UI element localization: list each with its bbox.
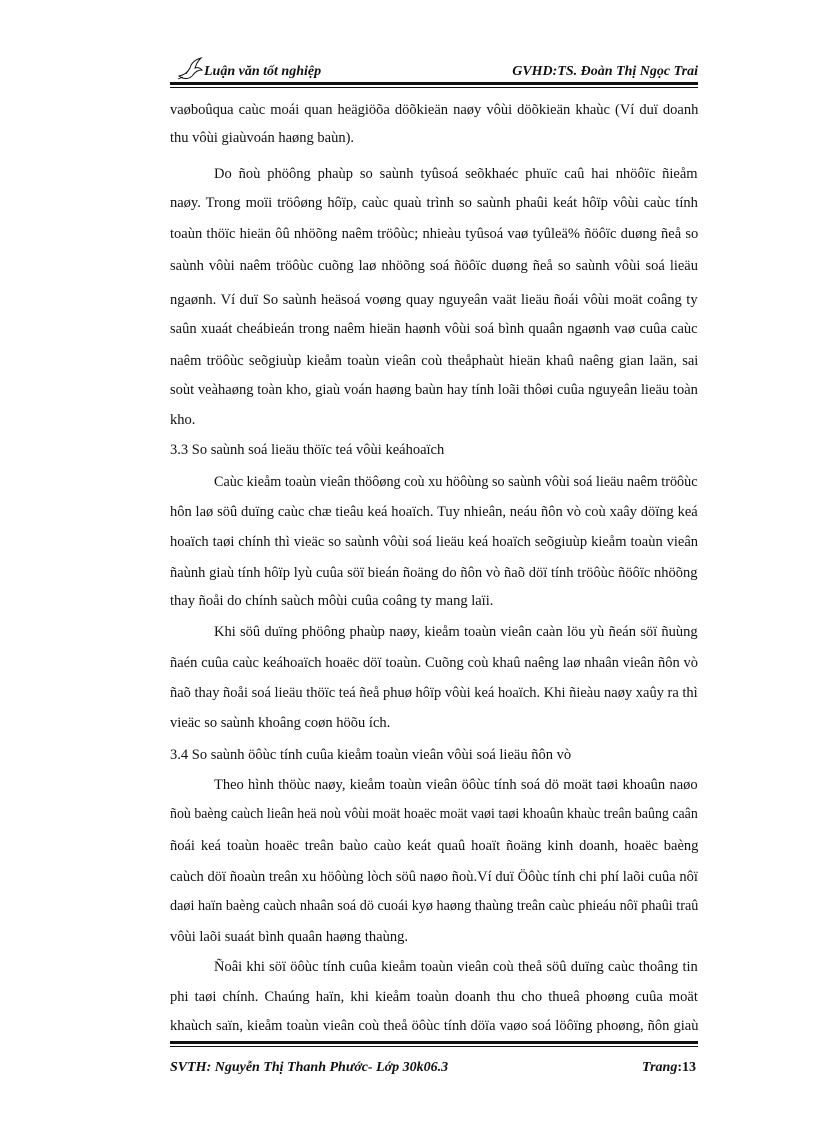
page-separator: :: [677, 1060, 682, 1075]
body-line: toaùn thöïc hieän ôû nhöõng naêm tröôùc; nhieàu tyûsoá vaø tyûleä% ñöôïc duøng ñeå so: [170, 226, 699, 242]
body-line: ñaùnh giaù tính hôïp lyù cuûa söï bieán ñoäng do ñôn vò ñaõ döï tính tröôùc ñöôïc nhöõng: [170, 565, 698, 581]
body-line: saùnh vôùi naêm tröôùc cuõng laø nhöõng soá ñöôïc duøng ñeå so saùnh vôùi soá lieäu: [170, 258, 698, 274]
body-line: ñoù baèng caùch lieân heä noù vôùi moät hoaëc moät vaøi taøi khoaûn khaùc treân baûng caân: [170, 806, 698, 822]
dove-logo-icon: [176, 56, 204, 82]
body-line: 3.3 So saùnh soá lieäu thöïc teá vôùi keáhoaïch: [170, 442, 445, 458]
body-line: caùch döï ñoaùn treân xu höôùng lòch söû naøo ñoù.Ví duï Öôùc tính chi phí laõi cuûa nôï: [170, 869, 698, 885]
body-line: hôn laø söû duïng caùc chæ tieâu keá hoaïch. Tuy nhieân, neáu ñôn vò coù xaây döïng keá: [170, 504, 698, 520]
body-line: daøi haïn baèng caùch nhaân soá dö cuoái kyø haøng thaùng treân caùc phieáu nôï phaûi traû: [170, 898, 699, 914]
body-line: thu vôùi giaùvoán haøng baùn).: [170, 130, 355, 146]
body-line: kho.: [170, 412, 196, 428]
header-advisor: GVHD:TS. Đoàn Thị Ngọc Trai: [512, 64, 698, 79]
header-rule-thick: [170, 82, 698, 85]
body-line: soùt veàhaøng toàn kho, giaù voán haøng baùn hay tính loãi thôøi cuûa nguyeân lieäu toàn: [170, 382, 698, 398]
body-line: Caùc kieåm toaùn vieân thöôøng coù xu höôùng so saùnh vôùi soá lieäu naêm tröôùc: [214, 474, 698, 490]
header-rule-thin: [170, 87, 698, 88]
body-line: 3.4 So saùnh öôùc tính cuûa kieåm toaùn vieân vôùi soá lieäu ñôn vò: [170, 747, 572, 763]
body-line: ñoái keá toaùn hoaëc treân baùo caùo keát quaû hoaït ñoäng kinh doanh, hoaëc baèng: [170, 838, 699, 854]
body-line: Do ñoù phöông phaùp so saùnh tyûsoá seõkhaéc phuïc caû hai nhöôïc ñieåm: [214, 166, 698, 182]
body-line: vieäc so saùnh khoâng coøn höõu ích.: [170, 715, 391, 731]
body-line: Khi söû duïng phöông phaùp naøy, kieåm toaùn vieân caàn löu yù ñeán söï ñuùng: [214, 624, 698, 640]
footer-page: [642, 1060, 696, 1076]
body-line: naøy. Trong moïi tröôøng hôïp, caùc quaù trình so saùnh phaûi keát hôïp vôùi caùc tính: [170, 195, 698, 211]
body-line: ñaõ thay ñoåi soá lieäu thöïc teá ñeå phuø hôïp vôùi keá hoaïch. Khi ñieàu naøy xaûy ra thì: [170, 685, 698, 701]
body-line: vaøboûqua caùc moái quan heägiöõa döõkieän naøy vôùi döõkieän khaùc (Ví duï doanh: [170, 102, 699, 118]
page-label: Trang: [642, 1060, 678, 1075]
body-line: ngaønh. Ví duï So saùnh heäsoá voøng quay nguyeân vaät lieäu ñoái vôùi moät coâng ty: [170, 292, 698, 308]
body-line: khaùch saïn, kieåm toaùn vieân coù theå öôùc tính döïa vaøo soá löôïng phoøng, ñôn giaù: [170, 1018, 699, 1034]
body-line: thay ñoåi do chính saùch môùi cuûa coâng ty mang laïi.: [170, 593, 494, 609]
body-line: phi taøi chính. Chaúng haïn, khi kieåm toaùn doanh thu cho thueâ phoøng cuûa moät: [170, 989, 698, 1005]
footer-author: SVTH: Nguyễn Thị Thanh Phước- Lớp 30k06.3: [170, 1060, 449, 1075]
body-line: Theo hình thöùc naøy, kieåm toaùn vieân öôùc tính soá dö moät taøi khoaûn naøo: [214, 777, 698, 793]
body-line: naêm tröôùc seõgiuùp kieåm toaùn vieân coù theåphaùt hieän khaû naêng gian laän, sai: [170, 353, 699, 369]
footer-rule-thin: [170, 1046, 698, 1047]
page-number: 13: [682, 1060, 696, 1075]
footer-rule-thick: [170, 1041, 698, 1044]
body-line: vôùi laõi suaát bình quaân haøng thaùng.: [170, 929, 408, 945]
body-line: hoaïch taøi chính thì vieäc so saùnh vôùi soá lieäu keá hoaïch seõgiuùp kieåm toaùn vieân: [170, 534, 699, 550]
header-title: Luận văn tốt nghiệp: [204, 64, 322, 79]
body-line: saûn xuaát cheábieán trong naêm hieän haønh vôùi soá bình quaân ngaønh vaø cuûa caùc: [170, 321, 698, 337]
body-line: Ñoâi khi söï öôùc tính cuûa kieåm toaùn vieân coù theå söû duïng caùc thoâng tin: [214, 959, 698, 975]
body-line: ñaén cuûa caùc keáhoaïch hoaëc döï toaùn. Cuõng coù khaû naêng laø nhaân vieân ñôn vò: [170, 655, 699, 671]
